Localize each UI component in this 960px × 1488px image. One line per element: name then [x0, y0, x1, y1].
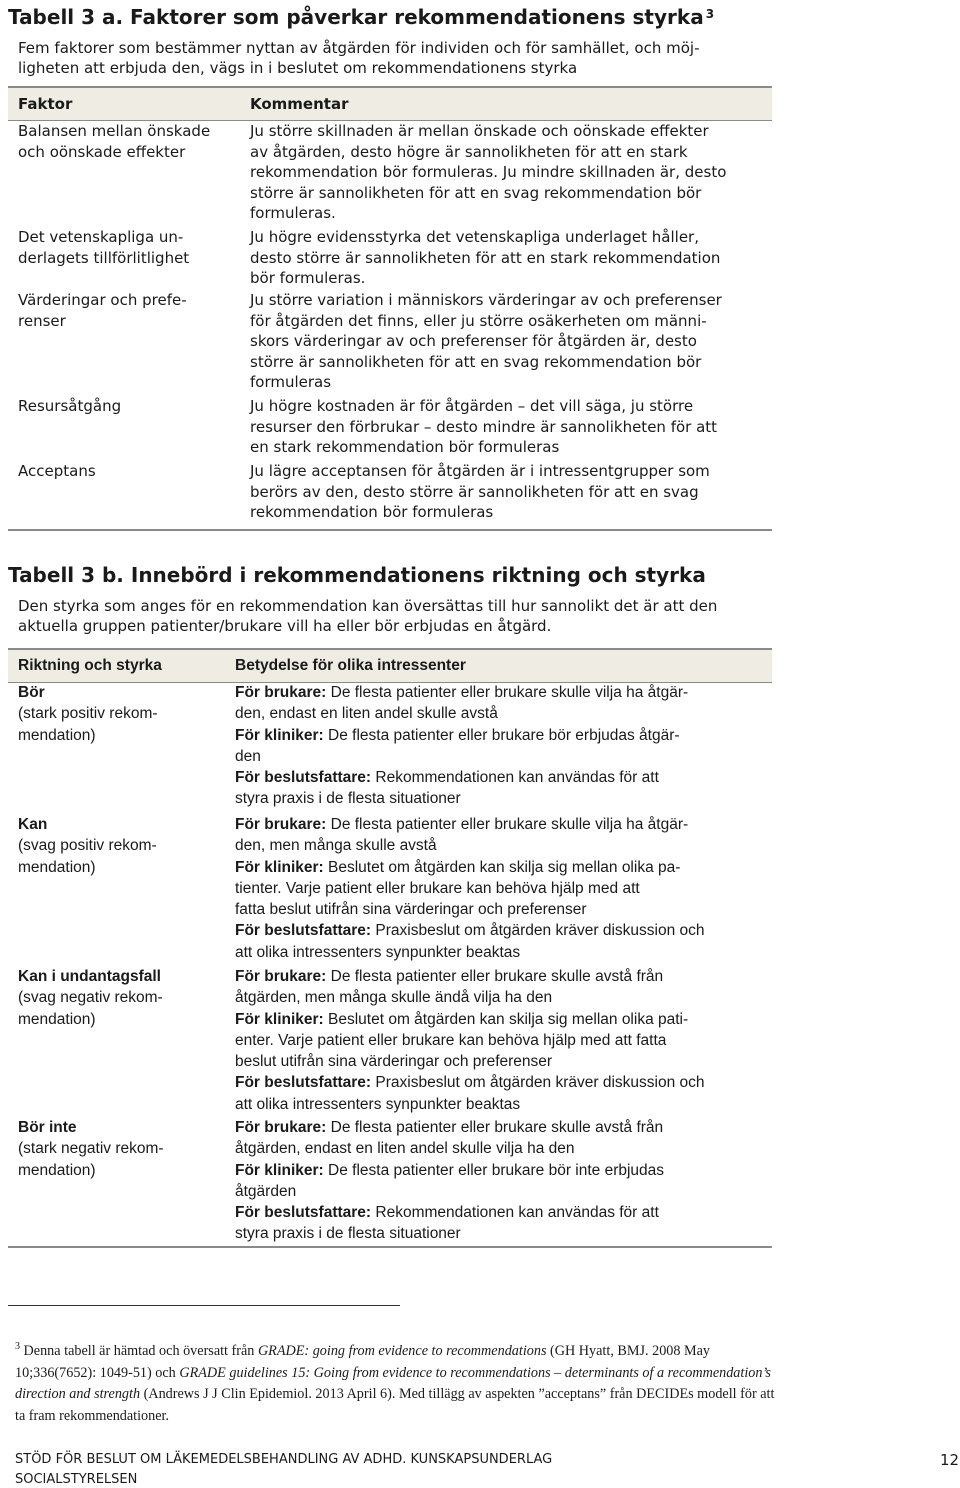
footnote-text: Denna tabell är hämtad och översatt från — [23, 1343, 258, 1359]
strength-description: (svag negativ rekom- — [18, 989, 163, 1007]
strength-description: mendation) — [18, 858, 96, 876]
factor-line: Resursåtgång — [18, 397, 122, 415]
page-number: 12 — [940, 1451, 960, 1469]
strength-label: Bör inte — [18, 1119, 77, 1136]
strength-description: (stark negativ rekom- — [18, 1140, 164, 1158]
comment-line: rekommendation bör formuleras. Ju mindre skillnaden är, desto — [250, 163, 727, 181]
meaning-line — [235, 966, 755, 987]
meaning-text: enter. Varje patient eller brukare kan behöva hjälp med att fatta — [235, 1031, 667, 1049]
table-b-bottom-rule — [8, 1246, 772, 1248]
factor-line: Balansen mellan önskade — [18, 122, 211, 140]
meaning-line — [235, 857, 755, 878]
strength-description: (stark positiv rekom- — [18, 705, 158, 723]
header-riktning: Riktning och styrka — [18, 657, 162, 674]
meaning-text: den, men många skulle avstå — [235, 837, 437, 855]
meaning-text: fatta beslut utifrån sina värderingar och preferenser — [235, 901, 587, 919]
meaning-text: Praxisbeslut om åtgärden kräver diskussion och — [371, 1074, 705, 1092]
stakeholder-label: För beslutsfattare: — [235, 769, 372, 787]
strength-description: mendation) — [18, 726, 96, 744]
meaning-line — [235, 899, 755, 920]
factor-line: Acceptans — [18, 462, 96, 480]
meaning-line — [235, 1072, 755, 1093]
comment-line: en stark rekommendation bör formuleras — [250, 438, 560, 456]
factor-cell — [18, 396, 233, 417]
meaning-line — [235, 942, 755, 963]
stakeholder-label: För kliniker: — [235, 1161, 324, 1179]
meaning-line — [235, 682, 755, 703]
meaning-text: Rekommendationen kan användas för att — [371, 769, 659, 787]
meaning-line — [235, 1094, 755, 1115]
footnote — [15, 1336, 785, 1427]
factor-line: renser — [18, 311, 66, 330]
comment-line: Ju högre evidensstyrka det vetenskapliga underlaget håller, — [250, 228, 699, 246]
comment-cell — [250, 461, 770, 523]
footnote-number: 3 — [15, 1341, 20, 1352]
comment-line: Ju större skillnaden är mellan önskade och oönskade effekter — [250, 122, 709, 140]
meaning-line — [235, 1117, 755, 1138]
meaning-text: att olika intressenters synpunkter beaktas — [235, 1095, 521, 1113]
meaning-line — [235, 1051, 755, 1072]
meaning-text: den, endast en liten andel skulle avstå — [235, 705, 498, 723]
meaning-text: De flesta patienter eller brukare bör inte erbjudas — [323, 1161, 665, 1179]
footnote-cited-title: GRADE: going from evidence to recommendations — [257, 1343, 547, 1359]
meaning-text: tienter. Varje patient eller brukare kan behöva hjälp med att — [235, 879, 640, 897]
meaning-text: styra praxis i de flesta situationer — [235, 790, 461, 808]
comment-line: större är sannolikheten för att en svag rekommendation bör — [250, 352, 702, 371]
footnote-separator — [8, 1305, 400, 1306]
meaning-cell — [235, 1117, 755, 1245]
footer-document-title: STÖD FÖR BESLUT OM LÄKEMEDELSBEHANDLING AV ADHD. KUNSKAPSUNDERLAG — [15, 1452, 553, 1467]
comment-line: Ju lägre acceptansen för åtgärden är i intressentgrupper som — [250, 462, 710, 480]
factor-line: och oönskade effekter — [18, 142, 186, 161]
meaning-text: åtgärden, endast en liten andel skulle vilja ha den — [235, 1140, 575, 1158]
meaning-line — [235, 878, 755, 899]
meaning-text: åtgärden, men många skulle ändå vilja ha den — [235, 989, 553, 1007]
meaning-text: Beslutet om åtgärden kan skilja sig mellan olika pa- — [323, 858, 681, 876]
meaning-line — [235, 814, 755, 835]
comment-cell — [250, 227, 770, 289]
comment-line: av åtgärden, desto högre är sannolikheten för att en stark — [250, 142, 688, 161]
comment-line: Ju större variation i människors värderingar av och preferenser — [250, 291, 722, 309]
comment-line: skors värderingar av och preferenser för åtgärden är, desto — [250, 332, 697, 350]
meaning-cell — [235, 682, 755, 810]
meaning-line — [235, 788, 755, 809]
stakeholder-label: För brukare: — [235, 816, 327, 833]
comment-line: bör formuleras. — [250, 269, 366, 287]
meaning-text: att olika intressenters synpunkter beaktas — [235, 943, 521, 961]
stakeholder-label: För beslutsfattare: — [235, 1204, 372, 1222]
meaning-line — [235, 767, 755, 788]
stakeholder-label: För brukare: — [235, 968, 327, 985]
comment-line: rekommendation bör formuleras — [250, 503, 494, 521]
meaning-text: Beslutet om åtgärden kan skilja sig mellan olika pati- — [323, 1010, 689, 1028]
comment-line: Ju högre kostnaden är för åtgärden – det vill säga, ju större — [250, 397, 694, 415]
table-a-bottom-rule — [8, 529, 772, 531]
meaning-line — [235, 1181, 755, 1202]
meaning-cell — [235, 814, 755, 963]
factor-cell — [18, 461, 233, 482]
table-b-header — [8, 648, 772, 683]
comment-line: berörs av den, desto större är sannolikheten för att en svag — [250, 482, 699, 501]
meaning-line — [235, 835, 755, 856]
footnote-ref: 3 — [705, 7, 715, 21]
meaning-text: De flesta patienter eller brukare skulle vilja ha åtgär- — [326, 816, 689, 833]
meaning-text: Rekommendationen kan användas för att — [371, 1204, 659, 1222]
factor-cell — [18, 121, 233, 162]
comment-line: resurser den förbrukar – desto mindre är sannolikheten för att — [250, 417, 718, 436]
table-a-title: Tabell 3 a. Faktorer som påverkar rekommendationens styrka $^3$ — [8, 5, 715, 29]
meaning-text: Praxisbeslut om åtgärden kräver diskussion och — [371, 922, 705, 940]
header-kommentar: Kommentar — [250, 95, 349, 113]
strength-cell — [18, 966, 233, 1030]
comment-cell — [250, 121, 770, 224]
comment-line: formuleras — [250, 373, 332, 391]
table-b-title: Tabell 3 b. Innebörd i rekommendationens riktning och styrka — [8, 563, 706, 587]
meaning-line — [235, 1202, 755, 1223]
footnote-cited-title: GRADE guidelines 15: Going from evidence to recommendations – determinants of a recommendation’s direction and strength — [15, 1364, 771, 1402]
meaning-cell — [235, 966, 755, 1115]
meaning-line — [235, 703, 755, 724]
footer-publisher: SOCIALSTYRELSEN — [15, 1472, 138, 1487]
meaning-text: De flesta patienter eller brukare skulle avstå från — [326, 968, 664, 985]
comment-line: desto större är sannolikheten för att en stark rekommendation — [250, 248, 721, 267]
meaning-text: den — [235, 747, 261, 765]
comment-line: för åtgärden det finns, eller ju större osäkerheten om männi- — [250, 311, 707, 330]
factor-cell — [18, 227, 233, 268]
strength-cell — [18, 1117, 233, 1181]
table-a-intro: Fem faktorer som bestämmer nyttan av åtgärden för individen och för samhället, och möj- ligheten att erbjuda den, vägs in i beslutet om rekommendationens styrka — [18, 39, 700, 77]
strength-label: Kan — [18, 816, 48, 833]
comment-line: formuleras. — [250, 204, 336, 222]
strength-label: Bör — [18, 684, 45, 701]
meaning-line — [235, 725, 755, 746]
table-b-intro: Den styrka som anges för en rekommendation kan översättas till hur sannolikt det är att den aktuella gruppen patienter/brukare vill ha eller bör erbjudas en åtgärd. — [18, 597, 718, 635]
meaning-line — [235, 1223, 755, 1244]
strength-description: mendation) — [18, 1010, 96, 1028]
comment-cell — [250, 396, 770, 458]
header-faktor: Faktor — [18, 95, 73, 113]
strength-label: Kan i undantagsfall — [18, 968, 161, 985]
meaning-line — [235, 1138, 755, 1159]
meaning-text: åtgärden — [235, 1182, 297, 1200]
meaning-line — [235, 920, 755, 941]
stakeholder-label: För brukare: — [235, 684, 327, 701]
strength-cell — [18, 814, 233, 878]
comment-line: större är sannolikheten för att en svag rekommendation bör — [250, 183, 702, 202]
stakeholder-label: För brukare: — [235, 1119, 327, 1136]
meaning-line — [235, 1030, 755, 1051]
meaning-line — [235, 746, 755, 767]
footnote-text: (GH Hyatt, BMJ. 2008 May 10;336(7652): 1049-51) och — [15, 1343, 711, 1381]
stakeholder-label: För kliniker: — [235, 858, 324, 876]
footnote-text: (Andrews J J Clin Epidemiol. 2013 April 6). Med tillägg av aspekten ”acceptans” från DECIDEs modell för att ta fram rekommendationer. — [15, 1386, 775, 1424]
meaning-line — [235, 1009, 755, 1030]
header-betydelse: Betydelse för olika intressenter — [235, 657, 466, 674]
factor-cell — [18, 290, 233, 331]
meaning-text: De flesta patienter eller brukare bör erbjudas åtgär- — [323, 726, 680, 744]
table-a-header — [8, 86, 772, 121]
strength-description: (svag positiv rekom- — [18, 837, 157, 855]
stakeholder-label: För beslutsfattare: — [235, 922, 372, 940]
factor-line: derlagets tillförlitlighet — [18, 248, 190, 267]
meaning-line — [235, 1160, 755, 1181]
meaning-text: styra praxis i de flesta situationer — [235, 1225, 461, 1243]
strength-description: mendation) — [18, 1161, 96, 1179]
meaning-text: De flesta patienter eller brukare skulle avstå från — [326, 1119, 664, 1136]
stakeholder-label: För kliniker: — [235, 726, 324, 744]
factor-line: Värderingar och prefe- — [18, 291, 187, 309]
factor-line: Det vetenskapliga un- — [18, 228, 184, 246]
meaning-text: beslut utifrån sina värderingar och preferenser — [235, 1053, 553, 1071]
meaning-text: De flesta patienter eller brukare skulle vilja ha åtgär- — [326, 684, 689, 701]
meaning-line — [235, 987, 755, 1008]
stakeholder-label: För beslutsfattare: — [235, 1074, 372, 1092]
stakeholder-label: För kliniker: — [235, 1010, 324, 1028]
strength-cell — [18, 682, 233, 746]
comment-cell — [250, 290, 770, 393]
